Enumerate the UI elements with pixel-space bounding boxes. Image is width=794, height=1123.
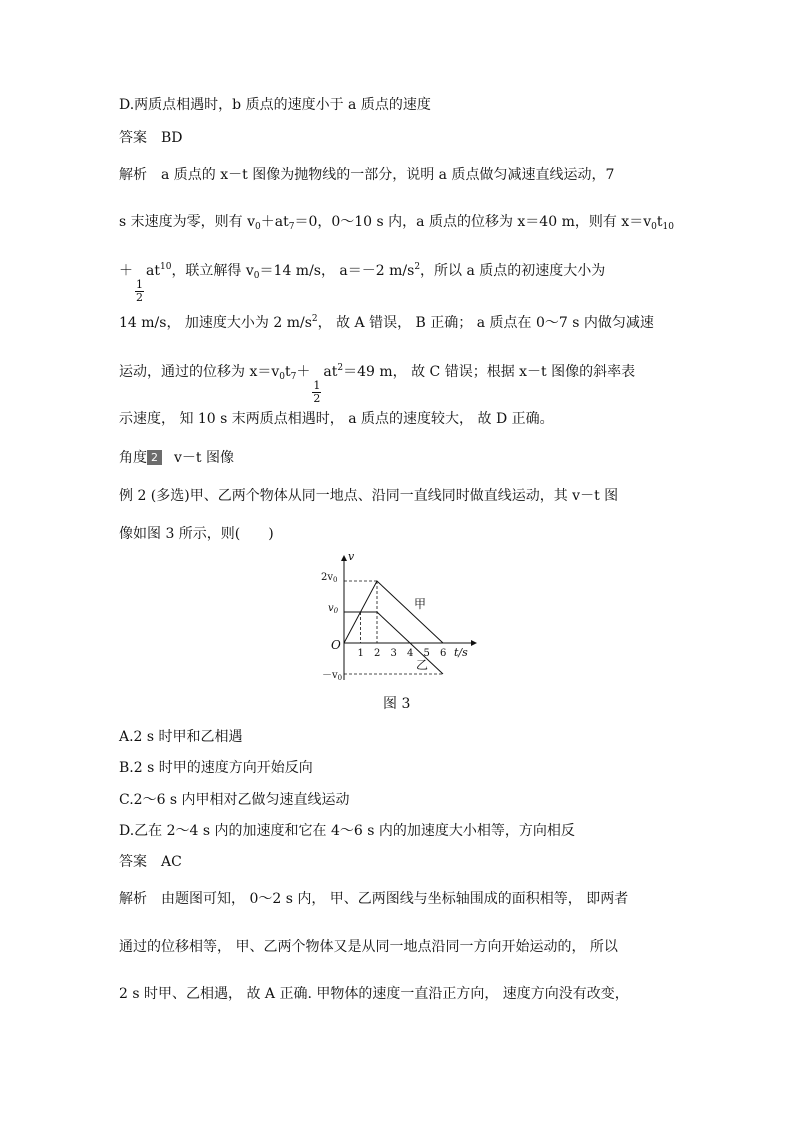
angle-title: v－t 图像 [174,450,234,466]
x-tick-labels [358,648,447,659]
angle-prefix: 角度 [119,450,147,466]
angle-number-badge: 2 [147,450,162,465]
x-tick-label-5: 5 [423,648,430,659]
analysis-line-2: 通过的位移相等， 甲、乙两个物体又是从同一地点沿同一方向开始运动的， 所以 [119,939,618,955]
x-tick-label-4: 4 [407,648,414,659]
label-yi: 乙 [416,658,429,672]
prev-analysis-line-1: 解析 a 质点的 x－t 图像为抛物线的一部分，说明 a 质点做匀减速直线运动，7 [119,167,615,183]
x-tick-label-2: 2 [374,648,381,659]
option-b: B.2 s 时甲的速度方向开始反向 [119,760,313,776]
y-axis-label: v [348,550,355,563]
fraction-half: $\frac{1}{2}$ [136,278,143,304]
prev-answer-value: BD [161,130,183,146]
prev-analysis-line-2: s 末速度为零，则有 $v_0+at_7=0$，0～10 s 内，a 质点的位移为 x＝40 m，则有 $x=v_0t_{10}$ [119,214,674,232]
origin-label: O [331,638,341,652]
prev-analysis-line-4: 14 m/s， 加速度大小为 2 $m/s^2$， 故 A 错误， B 正确； a 质点在 0～7 s 内做匀减速 [119,314,654,331]
figure-caption: 图 3 [383,696,411,712]
x-axis-label: t/s [454,646,468,659]
option-a: A.2 s 时甲和乙相遇 [119,729,243,745]
x-tick-label-6: 6 [440,648,447,659]
option-c: C.2～6 s 内甲相对乙做匀速直线运动 [119,792,350,808]
prev-analysis-line-6: 示速度， 知 10 s 末两质点相遇时， a 质点的速度较大， 故 D 正确。 [119,411,554,427]
angle-heading [119,448,234,468]
option-d: D.乙在 2～4 s 内的加速度和它在 4～6 s 内的加速度大小相等，方向相反 [119,823,575,839]
prev-option-d: D.两质点相遇时，b 质点的速度小于 a 质点的速度 [119,97,431,113]
x-tick-label-1: 1 [357,648,364,659]
y-tick-v0: $v_0$ [328,603,339,615]
example-line-1: 例 2 (多选)甲、乙两个物体从同一地点、沿同一直线同时做直线运动，其 v－t 图 [119,488,619,504]
prev-answer-label: 答案 [119,130,147,146]
analysis-line-1: 解析 由题图可知， 0～2 s 内， 甲、乙两图线与坐标轴围成的面积相等， 即两者 [119,891,629,907]
y-tick-neg-v0: $-v_0$ [322,670,343,682]
answer-value: AC [161,854,182,870]
prev-answer [119,128,183,148]
prev-analysis-line-5: 运动，通过的位移为 $x=v_0t_7+$ $\frac{1}{2}$ $at^2=49$ m， 故 C 错误；根据 x－t 图像的斜率表 [119,363,636,405]
prev-analysis-line-3: ＋ $\frac{1}{2}$ $at^{10}$，联立解得 $v_0=14$ m/s， a＝－2 $m/s^2$，所以 a 质点的初速度大小为 [119,262,606,304]
answer [119,852,182,872]
prev-analysis-label: 解析 [119,167,147,183]
fraction-half-2: $\frac{1}{2}$ [313,379,321,405]
y-tick-2v0: $2v_0$ [321,572,338,584]
series-lines [344,581,443,674]
example-line-2: 像如图 3 所示，则( ) [119,526,274,542]
vt-graph [318,548,488,688]
x-tick-label-3: 3 [390,648,397,659]
answer-label: 答案 [119,854,147,870]
analysis-line-3: 2 s 时甲、乙相遇， 故 A 正确. 甲物体的速度一直沿正方向， 速度方向没有改变， [119,986,629,1002]
analysis-label: 解析 [119,891,147,907]
label-jia: 甲 [414,597,427,611]
